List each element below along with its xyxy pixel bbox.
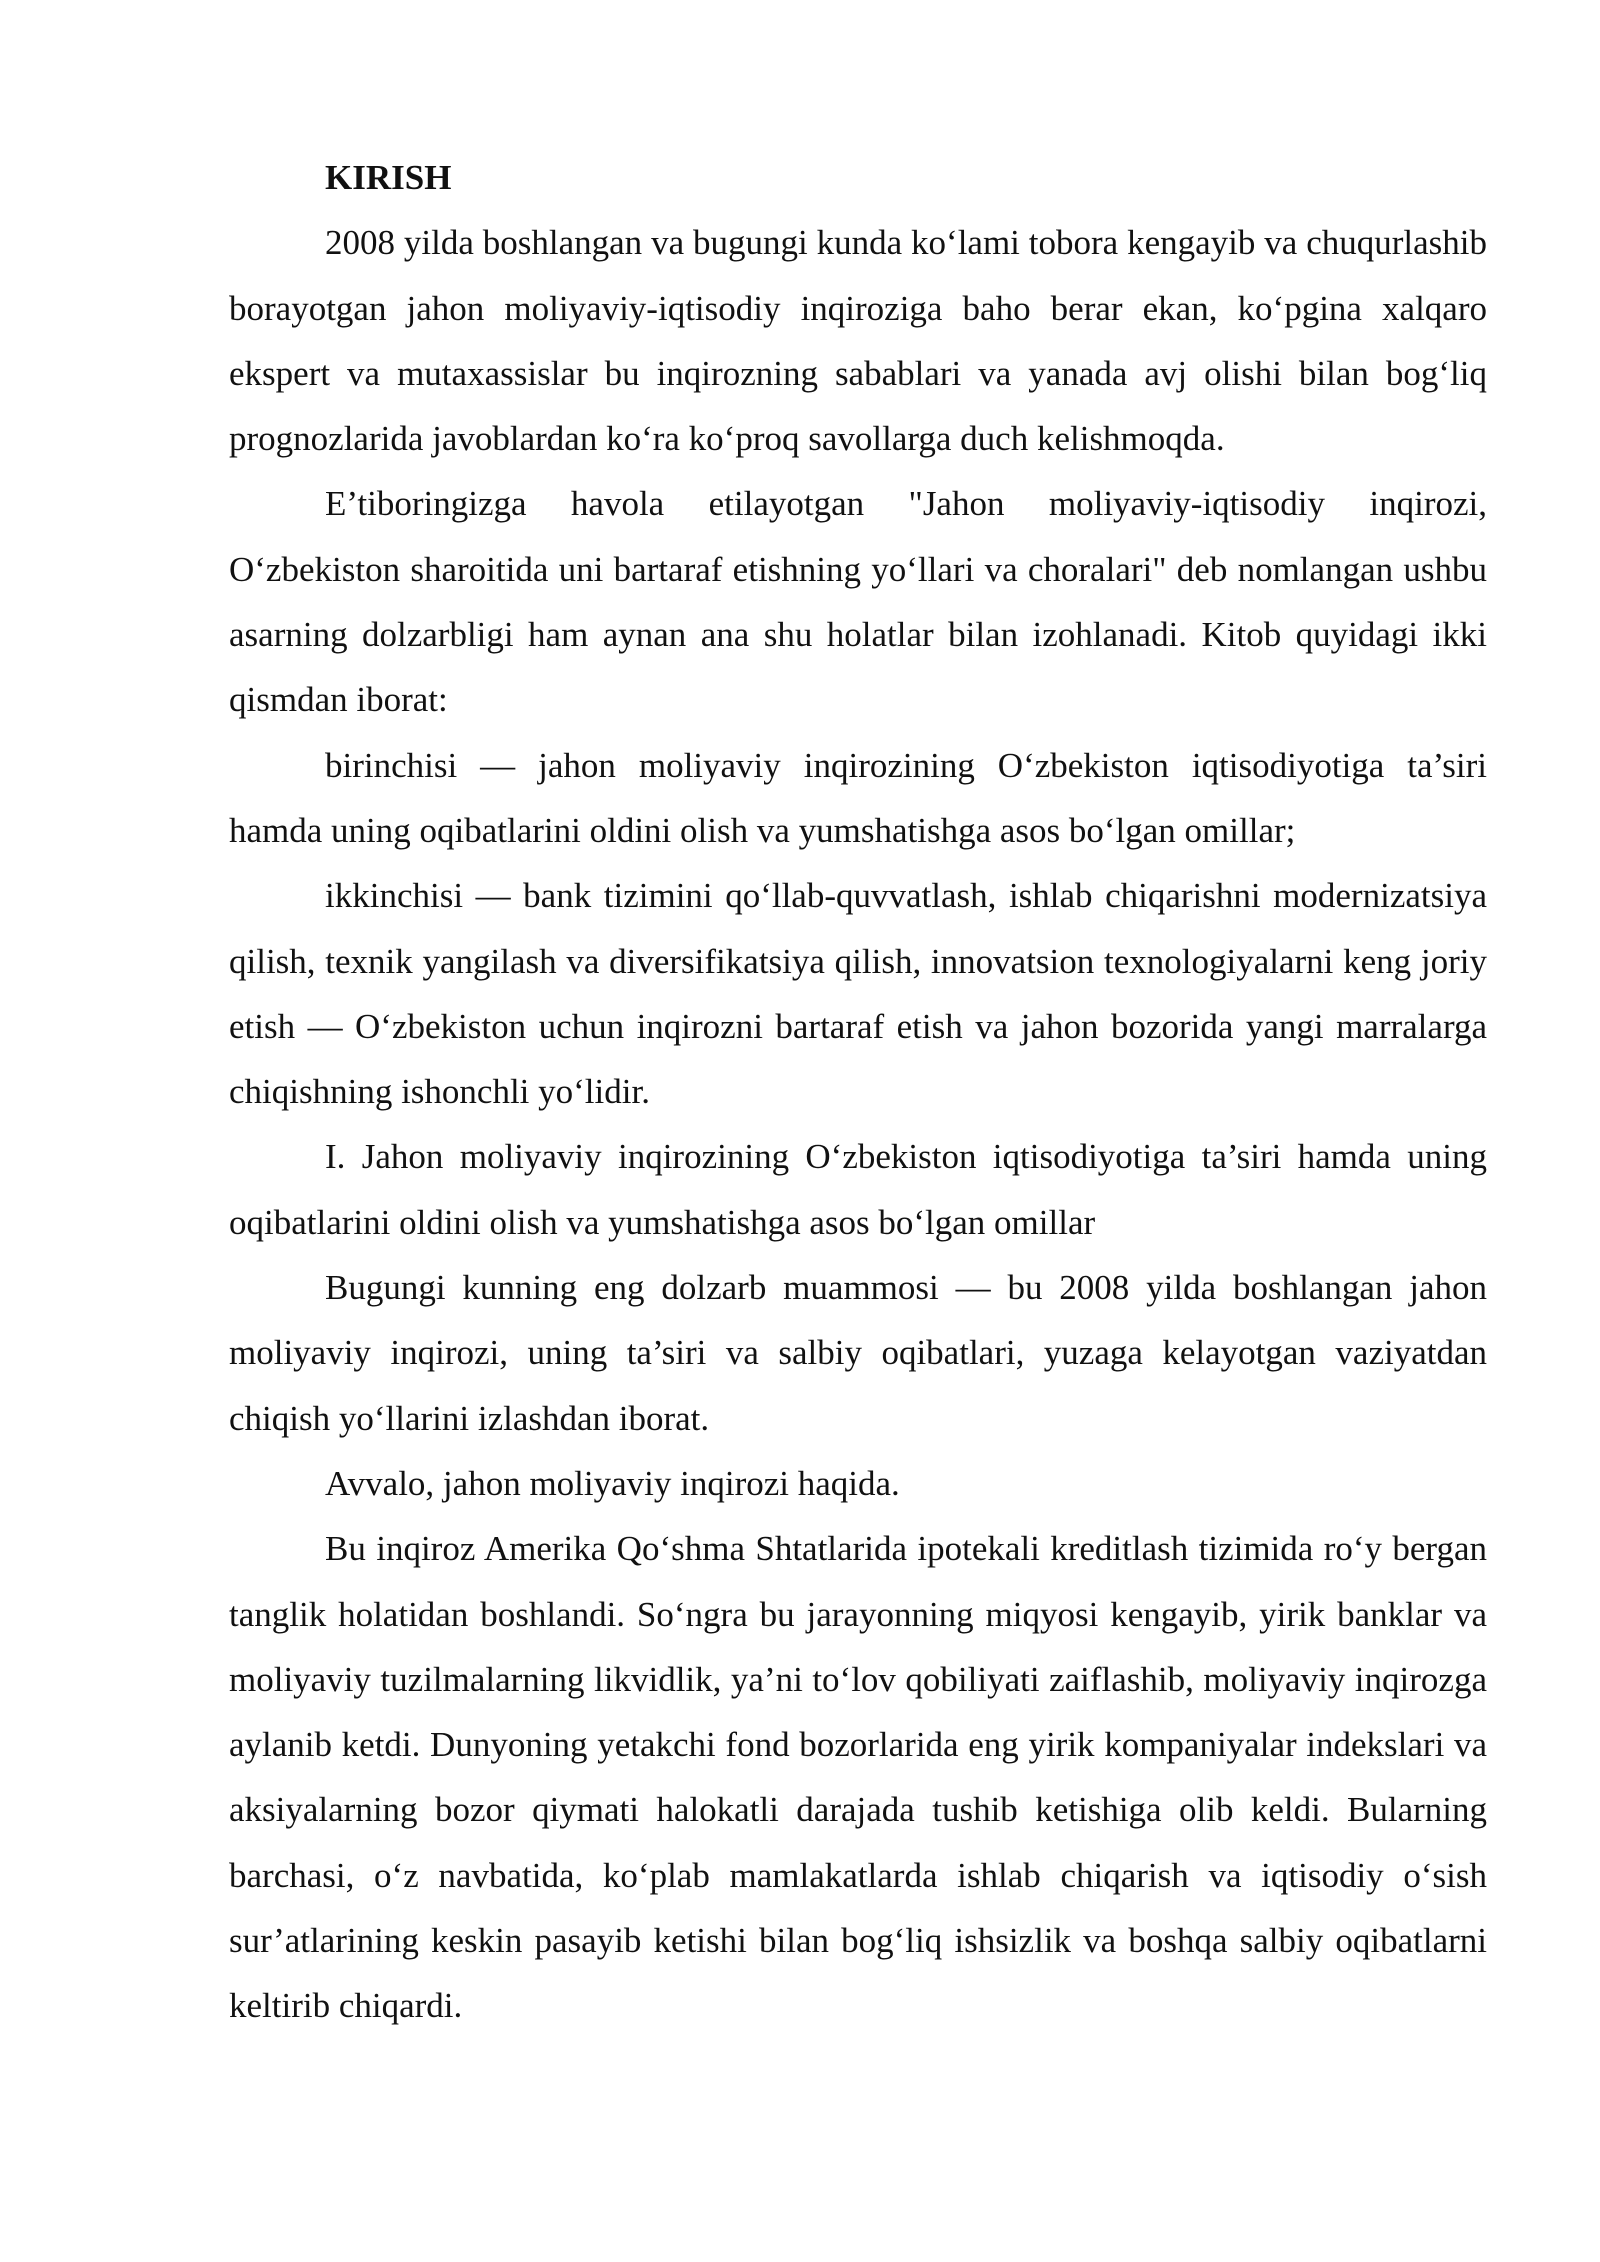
paragraph-part-one: birinchisi — jahon moliyaviy inqirozining Oʻzbekiston iqtisodiyotiga ta’siri hamda uning oqibatlarini oldini olish va yumshatishga asos boʻlgan omillar;	[229, 745, 1487, 850]
paragraph-crisis-origin: Bu inqiroz Amerika Qoʻshma Shtatlarida ipotekali kreditlash tizimida roʻy bergan tanglik holatidan boshlandi. Soʻngra bu jarayonning miqyosi kengayib, yirik banklar va moliyaviy tuzilmalarning likvidlik, ya’ni toʻlov qobiliyati zaiflashib, moliyaviy inqirozga aylanib ketdi. Dunyoning yetakchi fond bozorlarida eng yirik kompaniyalar indekslari va aksiyalarning bozor qiymati halokatli darajada tushib ketishiga olib keldi. Bularning barchasi, oʻz navbatida, koʻplab mamlakatlarda ishlab chiqarish va iqtisodiy oʻsish sur’atlarining keskin pasayib ketishi bilan bogʻliq ishsizlik va boshqa salbiy oqibatlarni keltirib chiqardi.	[229, 1529, 1487, 2026]
document-heading: KIRISH	[325, 158, 452, 197]
paragraph-first-of-all: Avvalo, jahon moliyaviy inqirozi haqida.	[325, 1463, 900, 1503]
paragraph-intro: 2008 yilda boshlangan va bugungi kunda koʻlami tobora kengayib va chuqurlashib borayotgan jahon moliyaviy-iqtisodiy inqiroziga baho berar ekan, koʻpgina xalqaro ekspert va mutaxassislar bu inqirozning sabablari va yanada avj olishi bilan bogʻliq prognozlarida javoblardan koʻra koʻproq savollarga duch kelishmoqda.	[229, 223, 1487, 459]
paragraph-main-problem: Bugungi kunning eng dolzarb muammosi — bu 2008 yilda boshlangan jahon moliyaviy inqirozi, uning ta’siri va salbiy oqibatlari, yuzaga kelayotgan vaziyatdan chiqish yoʻllarini izlashdan iborat.	[229, 1268, 1487, 1438]
section-title-part-one: I. Jahon moliyaviy inqirozining Oʻzbekiston iqtisodiyotiga ta’siri hamda uning oqibatlarini oldini olish va yumshatishga asos boʻlgan omillar	[229, 1137, 1487, 1242]
document-page	[229, 145, 1487, 2039]
paragraph-book-overview: E’tiboringizga havola etilayotgan "Jahon moliyaviy-iqtisodiy inqirozi, Oʻzbekiston sharoitida uni bartaraf etishning yoʻllari va choralari" deb nomlangan ushbu asarning dolzarbligi ham aynan ana shu holatlar bilan izohlanadi. Kitob quyidagi ikki qismdan iborat:	[229, 484, 1487, 720]
paragraph-part-two: ikkinchisi — bank tizimini qoʻllab-quvvatlash, ishlab chiqarishni modernizatsiya qilish, texnik yangilash va diversifikatsiya qilish, innovatsion texnologiyalarni keng joriy etish — Oʻzbekiston uchun inqirozni bartaraf etish va jahon bozorida yangi marralarga chiqishning ishonchli yoʻlidir.	[229, 876, 1487, 1112]
